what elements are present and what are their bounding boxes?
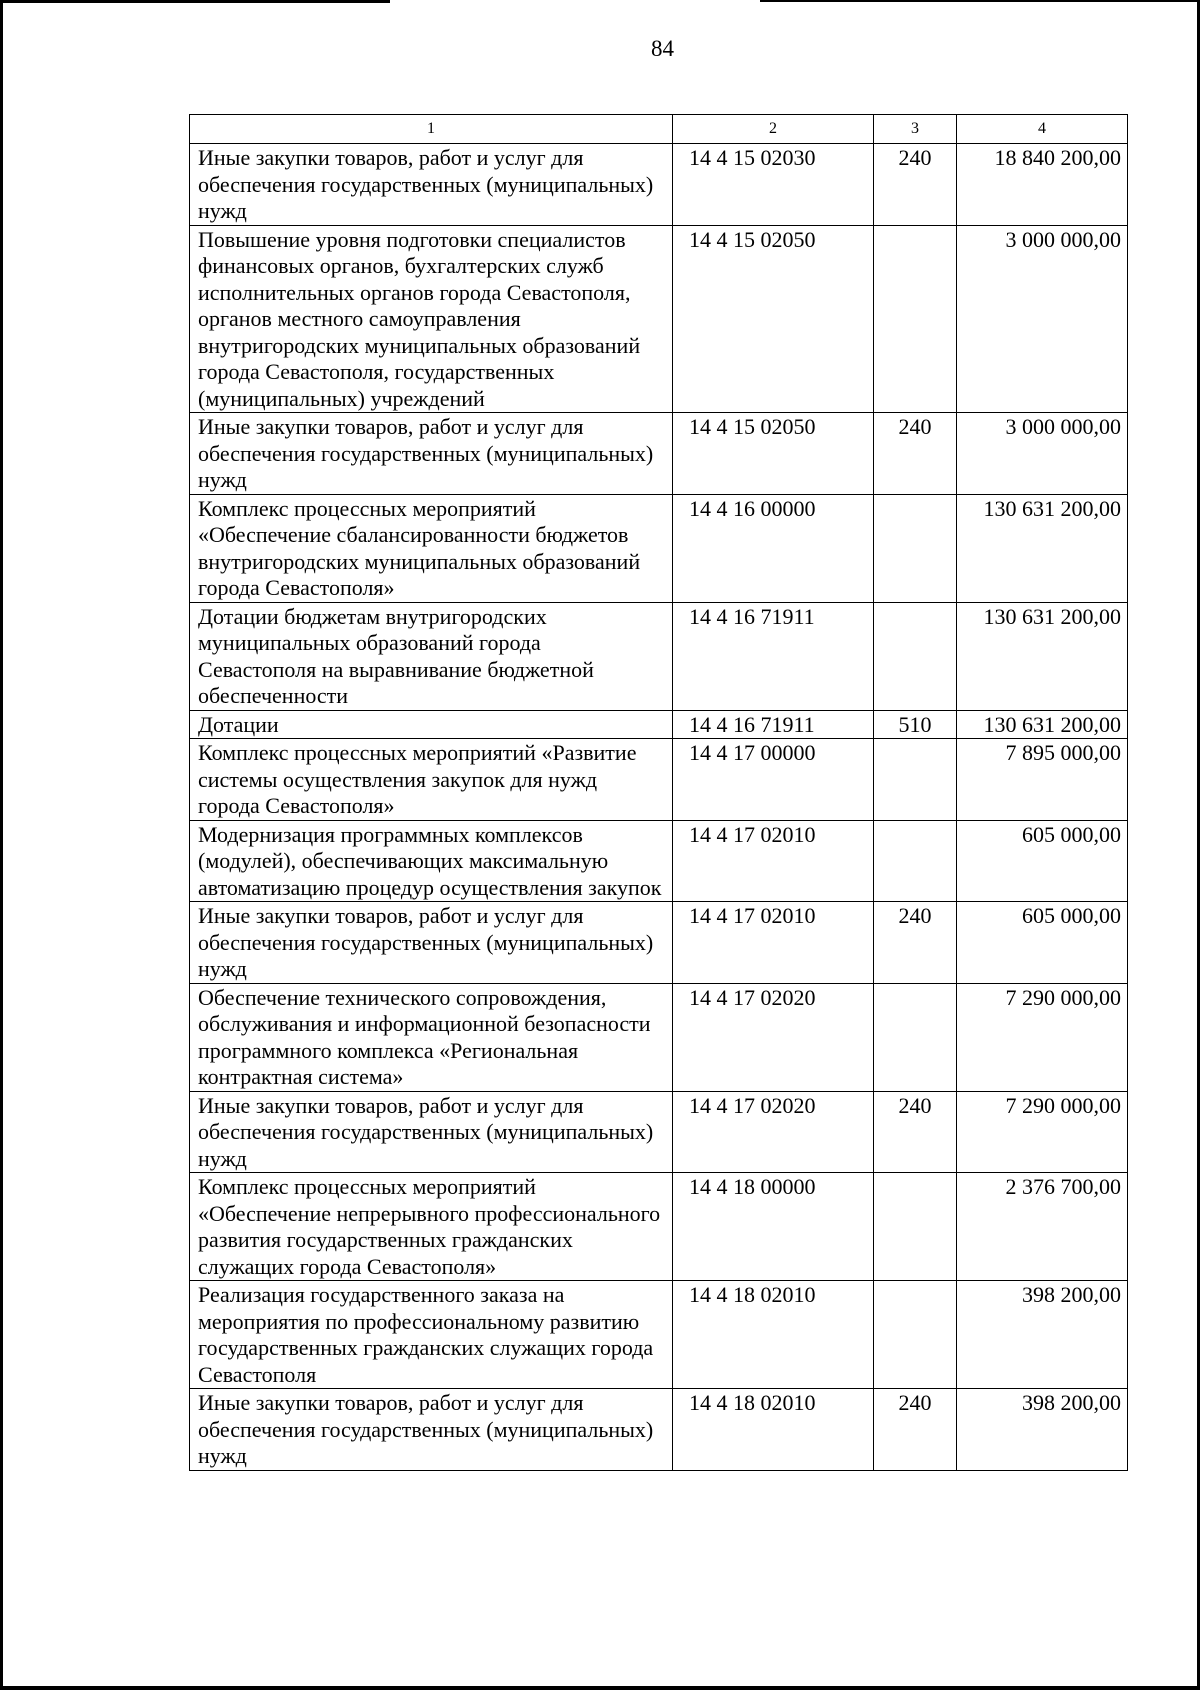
row-amount-cell: 605 000,00 <box>957 902 1128 984</box>
table-row <box>190 1281 1128 1389</box>
table-body <box>190 115 1128 1471</box>
row-code-cell: 14 4 15 02050 <box>673 413 874 495</box>
row-expense-type-cell: 510 <box>874 710 957 739</box>
table-row <box>190 225 1128 413</box>
row-name-cell: Иные закупки товаров, работ и услуг для обеспечения государственных (муниципальных) нужд <box>190 413 673 495</box>
table-row <box>190 144 1128 226</box>
row-amount-cell: 398 200,00 <box>957 1281 1128 1389</box>
row-amount-cell: 18 840 200,00 <box>957 144 1128 226</box>
row-expense-type-cell: 240 <box>874 1091 957 1173</box>
scan-edge-top-right <box>760 0 1200 2</box>
table-row <box>190 1173 1128 1281</box>
row-code-cell: 14 4 18 02010 <box>673 1389 874 1471</box>
row-name-cell: Комплекс процессных мероприятий «Обеспечение непрерывного профессионального развития государственных гражданских служащих города Севастополя» <box>190 1173 673 1281</box>
row-expense-type-cell <box>874 820 957 902</box>
row-amount-cell: 3 000 000,00 <box>957 225 1128 413</box>
table-row <box>190 1091 1128 1173</box>
row-name-cell: Дотации <box>190 710 673 739</box>
header-col-2: 2 <box>673 115 874 144</box>
row-name-cell: Иные закупки товаров, работ и услуг для обеспечения государственных (муниципальных) нужд <box>190 1389 673 1471</box>
table-header-row <box>190 115 1128 144</box>
row-amount-cell: 398 200,00 <box>957 1389 1128 1471</box>
row-code-cell: 14 4 17 02020 <box>673 983 874 1091</box>
row-code-cell: 14 4 17 00000 <box>673 739 874 821</box>
budget-table <box>189 114 1128 1471</box>
row-name-cell: Реализация государственного заказа на мероприятия по профессиональному развитию государственных гражданских служащих города Севастополя <box>190 1281 673 1389</box>
scan-edge-top-left <box>0 0 390 3</box>
row-name-cell: Комплекс процессных мероприятий «Обеспечение сбалансированности бюджетов внутригородских муниципальных образований города Севастополя» <box>190 494 673 602</box>
row-name-cell: Иные закупки товаров, работ и услуг для обеспечения государственных (муниципальных) нужд <box>190 1091 673 1173</box>
row-amount-cell: 130 631 200,00 <box>957 602 1128 710</box>
row-amount-cell: 2 376 700,00 <box>957 1173 1128 1281</box>
scan-edge-bottom <box>0 1686 1200 1690</box>
row-name-cell: Обеспечение технического сопровождения, обслуживания и информационной безопасности программного комплекса «Региональная контрактная система» <box>190 983 673 1091</box>
row-expense-type-cell <box>874 1281 957 1389</box>
row-code-cell: 14 4 16 71911 <box>673 602 874 710</box>
row-code-cell: 14 4 16 00000 <box>673 494 874 602</box>
header-col-1: 1 <box>190 115 673 144</box>
page-number: 84 <box>651 36 674 61</box>
row-name-cell: Иные закупки товаров, работ и услуг для обеспечения государственных (муниципальных) нужд <box>190 144 673 226</box>
row-amount-cell: 130 631 200,00 <box>957 710 1128 739</box>
row-code-cell: 14 4 16 71911 <box>673 710 874 739</box>
row-expense-type-cell <box>874 602 957 710</box>
row-expense-type-cell <box>874 494 957 602</box>
table-row <box>190 1389 1128 1471</box>
table-row <box>190 820 1128 902</box>
row-expense-type-cell <box>874 739 957 821</box>
scan-edge-left <box>0 0 3 1690</box>
row-amount-cell: 7 290 000,00 <box>957 1091 1128 1173</box>
row-expense-type-cell <box>874 225 957 413</box>
header-col-4: 4 <box>957 115 1128 144</box>
row-expense-type-cell: 240 <box>874 144 957 226</box>
row-code-cell: 14 4 15 02030 <box>673 144 874 226</box>
row-code-cell: 14 4 18 02010 <box>673 1281 874 1389</box>
row-code-cell: 14 4 17 02020 <box>673 1091 874 1173</box>
row-amount-cell: 605 000,00 <box>957 820 1128 902</box>
row-code-cell: 14 4 17 02010 <box>673 902 874 984</box>
row-code-cell: 14 4 18 00000 <box>673 1173 874 1281</box>
row-code-cell: 14 4 17 02010 <box>673 820 874 902</box>
table-row <box>190 494 1128 602</box>
row-name-cell: Модернизация программных комплексов (модулей), обеспечивающих максимальную автоматизацию процедур осуществления закупок <box>190 820 673 902</box>
row-expense-type-cell: 240 <box>874 413 957 495</box>
table-row <box>190 739 1128 821</box>
table-row <box>190 902 1128 984</box>
table-row <box>190 710 1128 739</box>
table-row <box>190 413 1128 495</box>
row-amount-cell: 3 000 000,00 <box>957 413 1128 495</box>
row-name-cell: Комплекс процессных мероприятий «Развитие системы осуществления закупок для нужд города Севастополя» <box>190 739 673 821</box>
row-amount-cell: 130 631 200,00 <box>957 494 1128 602</box>
row-amount-cell: 7 895 000,00 <box>957 739 1128 821</box>
row-code-cell: 14 4 15 02050 <box>673 225 874 413</box>
row-name-cell: Иные закупки товаров, работ и услуг для обеспечения государственных (муниципальных) нужд <box>190 902 673 984</box>
header-col-3: 3 <box>874 115 957 144</box>
row-name-cell: Повышение уровня подготовки специалистов финансовых органов, бухгалтерских служб исполнительных органов города Севастополя, органов местного самоуправления внутригородских муниципальных образований города Севастополя, государственных (муниципальных) учреждений <box>190 225 673 413</box>
row-amount-cell: 7 290 000,00 <box>957 983 1128 1091</box>
row-expense-type-cell <box>874 983 957 1091</box>
row-expense-type-cell: 240 <box>874 902 957 984</box>
row-expense-type-cell <box>874 1173 957 1281</box>
table-row <box>190 602 1128 710</box>
row-expense-type-cell: 240 <box>874 1389 957 1471</box>
row-name-cell: Дотации бюджетам внутригородских муниципальных образований города Севастополя на выравнивание бюджетной обеспеченности <box>190 602 673 710</box>
table-row <box>190 983 1128 1091</box>
